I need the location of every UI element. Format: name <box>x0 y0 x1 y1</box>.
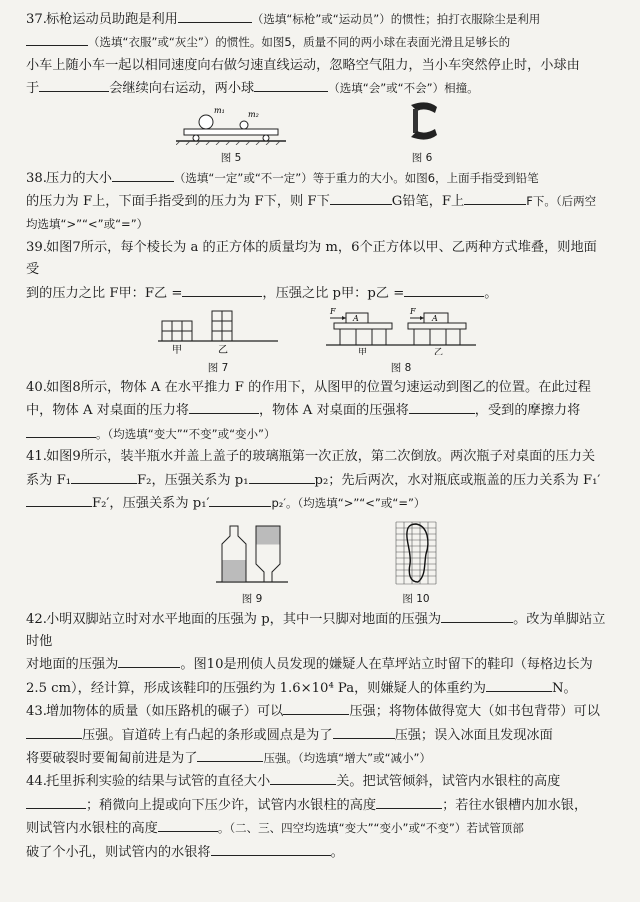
label-yi: 乙 <box>434 348 444 356</box>
question-37 <box>26 8 606 31</box>
text: 压强；将物体做得宽大（如书包背带）可以 <box>349 704 600 720</box>
text: 的压力为 F上，下面手指受到的压力为 F下，则 F下 <box>26 194 330 210</box>
question-number: 44. <box>26 774 47 790</box>
text: ，压强之比 p甲：p乙 = <box>262 285 405 301</box>
answer-blank[interactable] <box>71 469 137 484</box>
question-number: 40. <box>26 380 47 396</box>
text: 如图8所示，物体 A 在水平推力 F 的作用下，从图甲的位置匀速运动到图乙的位置。在此过程 <box>46 380 591 396</box>
cart-with-balls-diagram <box>176 105 286 145</box>
text: N。 <box>551 680 577 696</box>
question-43 <box>26 700 606 723</box>
text: 对地面的压强为 <box>26 657 119 673</box>
answer-blank[interactable] <box>409 399 475 414</box>
question-number: 38. <box>26 170 47 186</box>
question-43-line3 <box>26 747 606 770</box>
question-44-line3 <box>26 817 606 840</box>
text: 压强。盲道砖上有凸起的条形或圆点是为了 <box>82 727 333 743</box>
question-38-line2 <box>26 190 606 213</box>
text: 2.5 cm），经计算，形成该鞋印的压强约为 1.6×10⁴ Pa，则嫌疑人的体重约为 <box>26 680 486 696</box>
text: F₂′，压强关系为 p₁′ <box>92 496 210 512</box>
answer-blank[interactable] <box>283 700 349 715</box>
answer-blank[interactable] <box>178 8 252 23</box>
answer-blank[interactable] <box>158 817 218 832</box>
question-37-line4 <box>26 77 606 100</box>
text: 标枪运动员助跑是利用 <box>46 12 178 27</box>
block-label: A <box>432 314 438 324</box>
figure-10 <box>386 520 446 606</box>
text: ，物体 A 对桌面的压强将 <box>258 403 409 419</box>
force-label: F <box>410 307 416 317</box>
text: （选填“标枪”或“运动员”）的惯性；拍打衣服除尘是利用 <box>251 12 541 26</box>
text: 均选填“>”“<”或“=”） <box>26 217 149 232</box>
text: 。（均选填“变大”“不变”或“变小”） <box>96 426 276 441</box>
answer-blank[interactable] <box>376 794 442 809</box>
figure-6 <box>392 99 452 165</box>
answer-blank[interactable] <box>464 190 526 205</box>
text: 则试管内水银柱的高度 <box>26 821 158 837</box>
text: （选填“会”或“不会”）相撞。 <box>328 81 479 96</box>
answer-blank[interactable] <box>270 770 336 785</box>
force-label: F <box>330 307 336 317</box>
text: F₂，压强关系为 p₁ <box>137 472 249 488</box>
text: ；若往水银槽内加水银， <box>442 797 588 813</box>
question-number: 43. <box>26 704 47 720</box>
figure-row-9-10 <box>26 520 606 604</box>
text: 。图10是刑侦人员发现的嫌疑人在草坪站立时留下的鞋印（每格边长为 <box>180 657 593 673</box>
answer-blank[interactable] <box>441 608 513 623</box>
answer-blank[interactable] <box>26 724 82 739</box>
answer-blank[interactable] <box>39 77 109 92</box>
answer-blank[interactable] <box>189 399 259 414</box>
answer-blank[interactable] <box>112 167 174 182</box>
text: p₂；先后两次，水对瓶底或瓶盖的压力关系为 F₁′ <box>314 472 601 488</box>
text: 如图9所示，装半瓶水并盖上盖子的玻璃瓶第一次正放，第二次倒放。两次瓶子对桌面的压力关 <box>46 449 596 465</box>
text: （选填“衣服”或“灰尘”）的惯性。如图5，质量不同的两小球在表面光滑且足够长的 <box>88 35 511 50</box>
text: G铅笔，F上 <box>391 194 465 210</box>
question-number: 42. <box>26 611 47 627</box>
answer-blank[interactable] <box>209 492 271 507</box>
question-number: 37. <box>26 12 47 27</box>
question-43-line2 <box>26 724 606 747</box>
mass-label-m1: m₁ <box>214 105 225 115</box>
shoe-print-grid-diagram <box>394 520 438 586</box>
answer-blank[interactable] <box>182 282 262 297</box>
label-yi: 乙 <box>218 345 228 356</box>
text: ，受到的摩擦力将 <box>474 403 581 419</box>
answer-blank[interactable] <box>211 841 331 856</box>
block-on-table-diagram <box>326 305 476 355</box>
text: 托里拆利实验的结果与试管的直径大小 <box>46 774 271 790</box>
question-39 <box>26 237 606 282</box>
question-40 <box>26 377 606 399</box>
figure-7-caption: 图 7 <box>207 362 229 375</box>
question-number: 39. <box>26 239 47 255</box>
stacked-cubes-diagram <box>158 309 278 355</box>
question-41-line3 <box>26 492 606 515</box>
text: 关。把试管倾斜，试管内水银柱的高度 <box>336 774 561 790</box>
question-37-line3 <box>26 55 606 77</box>
text: 会继续向右运动，两小球 <box>109 81 255 97</box>
answer-blank[interactable] <box>26 794 86 809</box>
label-jia: 甲 <box>172 345 182 356</box>
text: ；稍微向上提或向下压少许，试管内水银柱的高度 <box>86 797 377 813</box>
text: 小明双脚站立时对水平地面的压强为 p，其中一只脚对地面的压强为 <box>46 611 442 627</box>
answer-blank[interactable] <box>249 469 315 484</box>
question-37-line2 <box>26 31 606 54</box>
text: 于 <box>26 81 40 97</box>
pencil-between-fingers-diagram <box>397 99 447 145</box>
figure-row-7-8 <box>26 309 606 373</box>
answer-blank[interactable] <box>486 677 552 692</box>
question-40-line3 <box>26 423 606 446</box>
figure-8 <box>326 305 476 375</box>
text: 。（二、三、四空均选填“变大”“变小”或“不变”）若试管顶部 <box>217 821 524 836</box>
question-44-line4 <box>26 841 606 864</box>
text: （选填“一定”或“不一定”）等于重力的大小。如图6，上面手指受到铅笔 <box>173 170 539 185</box>
answer-blank[interactable] <box>330 190 392 205</box>
question-number: 41. <box>26 449 47 465</box>
text: 。 <box>330 844 344 860</box>
question-41-line2 <box>26 469 606 492</box>
question-44 <box>26 770 606 793</box>
question-42-line2 <box>26 653 606 676</box>
text: 压强。（均选填“增大”或“减小”） <box>263 750 432 765</box>
label-jia: 甲 <box>358 348 368 356</box>
bottles-diagram <box>216 520 288 586</box>
question-42 <box>26 608 606 654</box>
figure-5-caption: 图 5 <box>220 151 242 164</box>
answer-blank[interactable] <box>118 653 180 668</box>
question-44-line2 <box>26 794 606 817</box>
answer-blank[interactable] <box>26 31 88 46</box>
mass-label-m2: m₂ <box>248 109 259 119</box>
question-38-line3 <box>26 213 606 236</box>
text: 。 <box>484 285 498 301</box>
figure-9 <box>212 520 292 606</box>
question-42-line3 <box>26 677 606 700</box>
text: 小车上随小车一起以相同速度向右做匀速直线运动，忽略空气阻力，当小车突然停止时，小球由 <box>26 57 580 73</box>
question-39-line2 <box>26 282 606 305</box>
text: 增加物体的质量（如压路机的碾子）可以 <box>46 704 284 720</box>
block-label: A <box>353 314 359 324</box>
answer-blank[interactable] <box>26 423 96 438</box>
figure-10-caption: 图 10 <box>402 592 430 605</box>
figure-8-caption: 图 8 <box>390 362 412 375</box>
answer-blank[interactable] <box>333 724 395 739</box>
text: F下。（后两空 <box>526 194 597 209</box>
figure-7 <box>158 309 278 375</box>
question-41 <box>26 446 606 468</box>
text: 系为 F₁ <box>26 472 72 488</box>
figure-5 <box>176 105 286 165</box>
text: 破了个小孔，则试管内的水银将 <box>26 844 211 860</box>
text: 中，物体 A 对桌面的压力将 <box>26 403 189 419</box>
text: 压力的大小 <box>46 170 112 186</box>
text: 。改为单脚站立时他 <box>26 611 606 649</box>
figure-row-5-6 <box>26 105 606 163</box>
text: 如图7所示，每个棱长为 a 的正方体的质量均为 m，6个正方体以甲、乙两种方式堆叠，则地面受 <box>26 239 597 278</box>
question-38 <box>26 167 606 190</box>
answer-blank[interactable] <box>197 747 263 762</box>
answer-blank[interactable] <box>26 492 92 507</box>
text: 将要破裂时要匍匐前进是为了 <box>26 750 198 766</box>
question-40-line2 <box>26 399 606 422</box>
answer-blank[interactable] <box>254 77 328 92</box>
figure-6-caption: 图 6 <box>411 151 433 164</box>
text: p₂′。（均选填“>”“<”或“=”） <box>271 496 426 511</box>
figure-9-caption: 图 9 <box>241 592 263 605</box>
text: 到的压力之比 F甲：F乙 = <box>26 285 183 301</box>
text: 压强；误入冰面且发现冰面 <box>394 727 553 743</box>
answer-blank[interactable] <box>404 282 484 297</box>
